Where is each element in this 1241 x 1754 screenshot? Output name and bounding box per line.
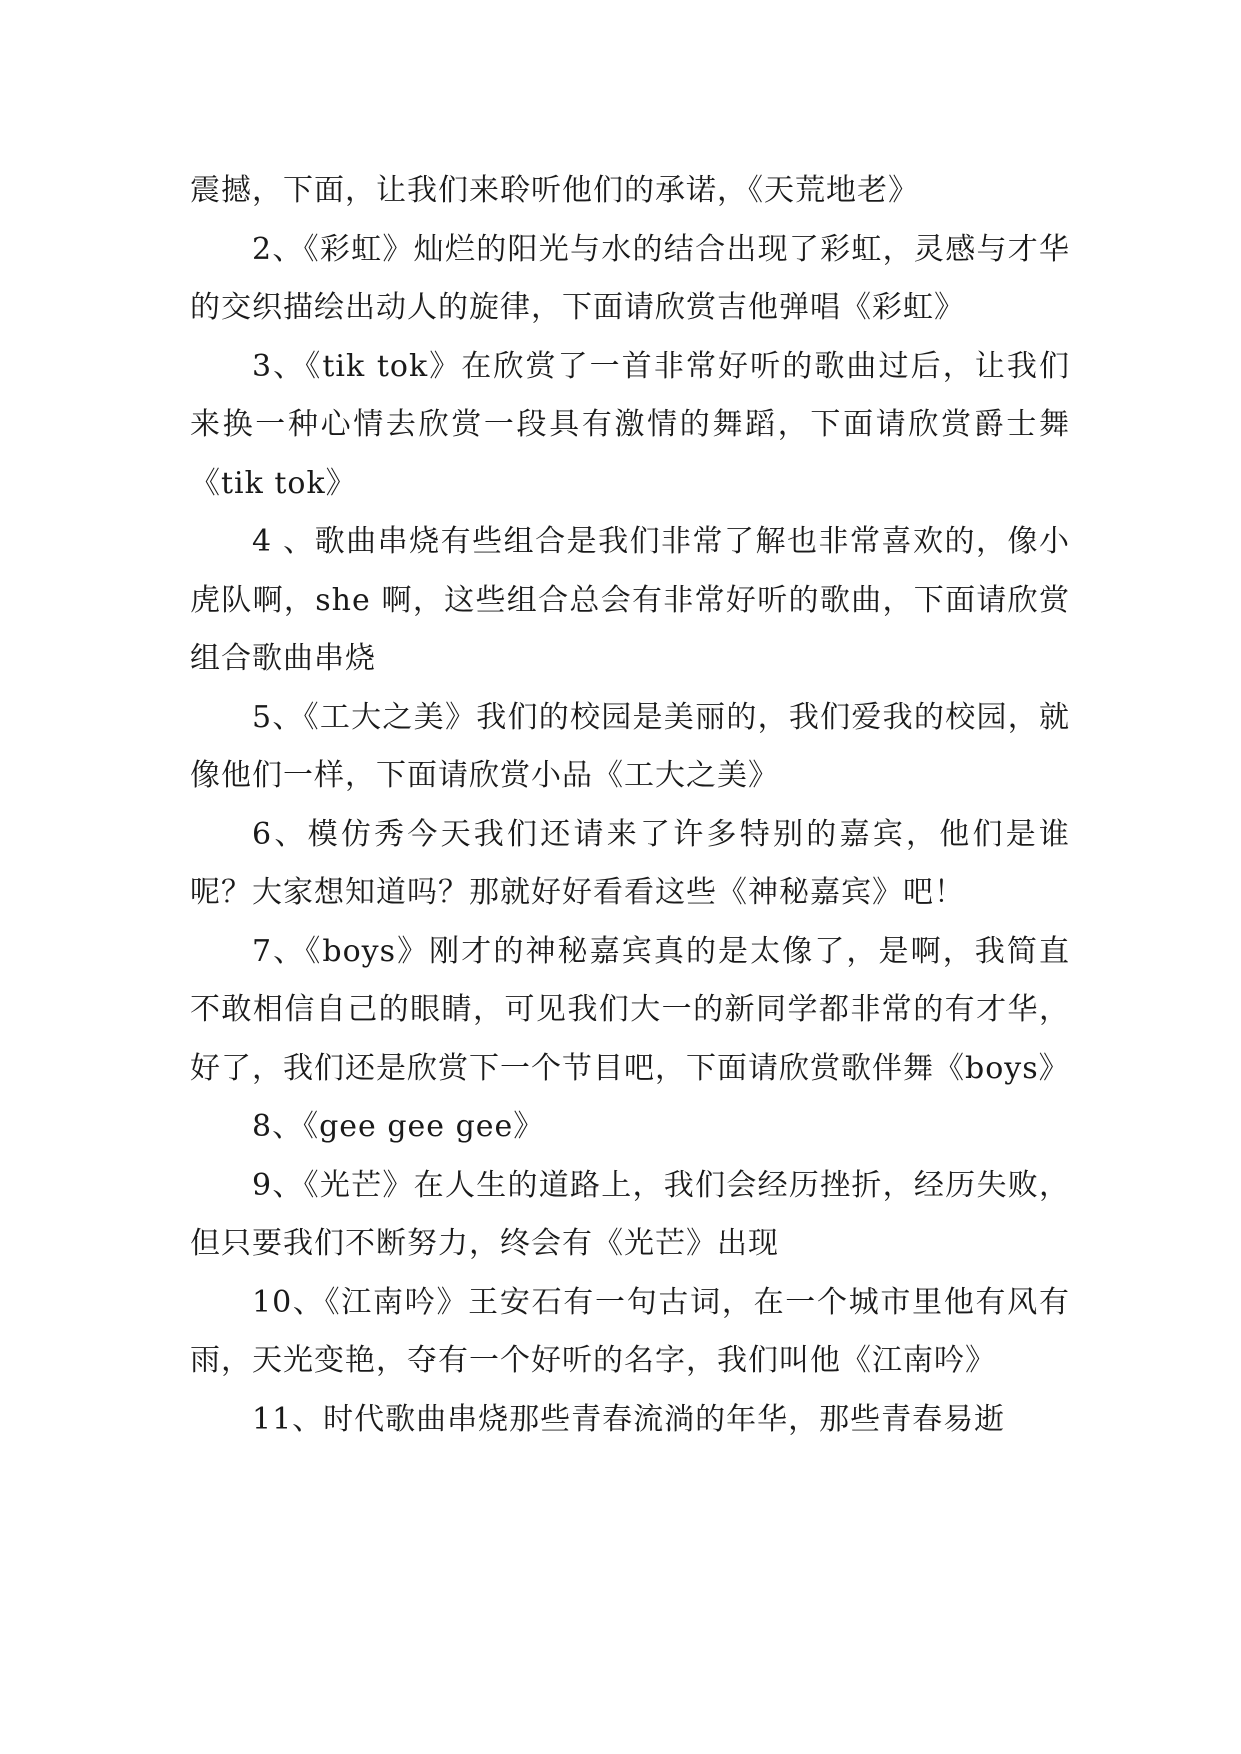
paragraph-9: 9、《光芒》在人生的道路上，我们会经历挫折，经历失败，但只要我们不断努力，终会有《光芒》出现 — [190, 1167, 1070, 1261]
paragraph-5: 5、《工大之美》我们的校园是美丽的，我们爱我的校园，就像他们一样，下面请欣赏小品《工大之美》 — [190, 699, 1070, 793]
paragraph-10: 10、《江南吟》王安石有一句古词，在一个城市里他有风有雨，天光变艳，夺有一个好听的名字，我们叫他《江南吟》 — [190, 1284, 1070, 1378]
paragraph-8: 8、《gee gee gee》 — [252, 1109, 545, 1144]
paragraph-11: 11、时代歌曲串烧那些青春流淌的年华，那些青春易逝 — [252, 1401, 1006, 1437]
paragraph-2: 2、《彩虹》灿烂的阳光与水的结合出现了彩虹，灵感与才华的交织描绘出动人的旋律，下面请欣赏吉他弹唱《彩虹》 — [190, 231, 1070, 325]
paragraph-4: 4 、歌曲串烧有些组合是我们非常了解也非常喜欢的，像小虎队啊，she 啊，这些组合总会有非常好听的歌曲，下面请欣赏组合歌曲串烧 — [190, 524, 1070, 676]
document-body — [190, 162, 1070, 1449]
paragraph-1: 震撼，下面，让我们来聆听他们的承诺，《天荒地老》 — [190, 173, 919, 208]
paragraph-6: 6、模仿秀今天我们还请来了许多特别的嘉宾，他们是谁呢？大家想知道吗？那就好好看看这些《神秘嘉宾》吧！ — [190, 816, 1070, 910]
paragraph-7: 7、《boys》刚才的神秘嘉宾真的是太像了，是啊，我简直不敢相信自己的眼睛，可见我们大一的新同学都非常的有才华，好了，我们还是欣赏下一个节目吧，下面请欣赏歌伴舞《boys》 — [190, 933, 1070, 1086]
paragraph-3: 3、《tik tok》在欣赏了一首非常好听的歌曲过后，让我们来换一种心情去欣赏一段具有激情的舞蹈，下面请欣赏爵士舞《tik tok》 — [190, 348, 1070, 501]
